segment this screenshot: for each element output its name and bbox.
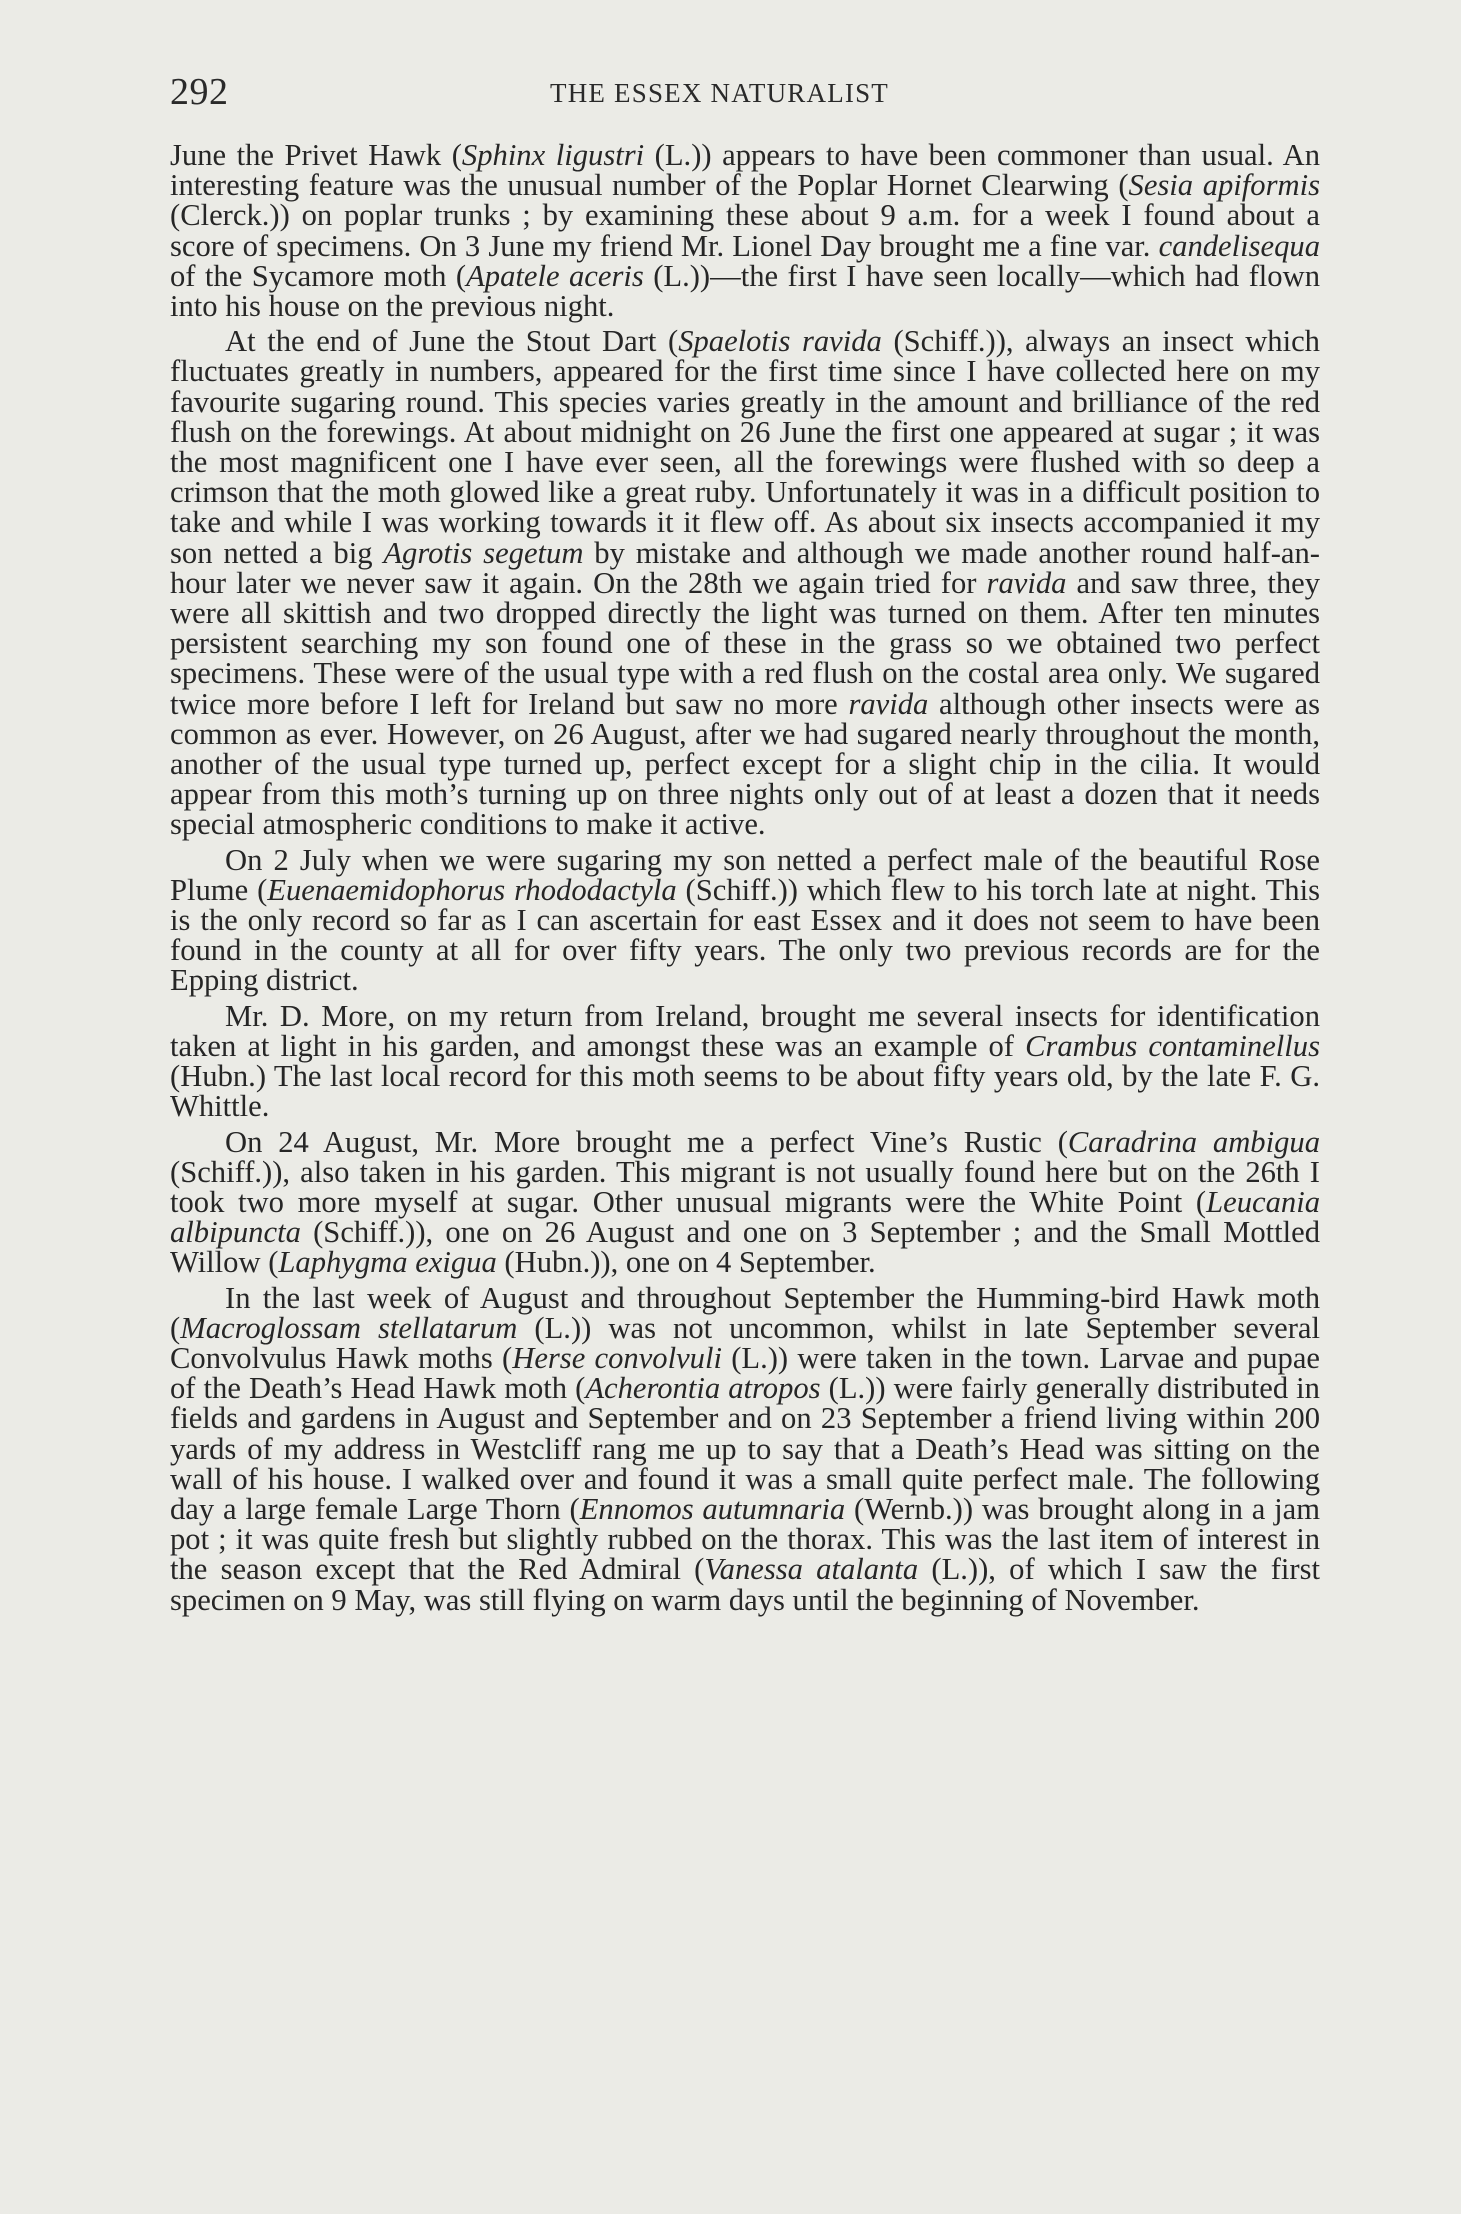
species-name: ravida [848, 686, 929, 721]
text-run: (Wernb.)) was brought along in a jam pot ; it was quite fresh but slightly rubbed on the thorax. This was the last item of interest in the season except that the Red Admiral ( [170, 1491, 1320, 1587]
species-name: Vanessa atalanta [704, 1552, 919, 1587]
running-title: THE ESSEX NATURALIST [550, 78, 889, 108]
paragraph [170, 1124, 1320, 1280]
species-name: Crambus contaminellus [1025, 1028, 1320, 1063]
paragraph [170, 324, 1320, 842]
page-number: 292 [170, 71, 229, 113]
species-name: Caradrina ambigua [1067, 1124, 1320, 1159]
text-run: (L.))—the first I have seen locally—which had flown into his house on the previous night. [170, 258, 1320, 324]
text-run: On 2 July when we were sugaring my son netted a perfect male of the beautiful Rose Plume ( [170, 842, 1320, 907]
species-name: Spaelotis ravida [678, 324, 882, 359]
text-run: although other insects were as common as ever. However, on 26 August, after we had sugared nearly throughout the month, another of the usual type turned up, perfect except for a slight chip in the cilia. It would appear from this moth’s turning up on three nights only out of at least a dozen that it needs special atmospheric conditions to make it active. [170, 686, 1320, 842]
text-run: (Schiff.)), also taken in his garden. This migrant is not usually found here but on the 26th I took two more myself at sugar. Other unusual migrants were the White Point ( [170, 1154, 1320, 1219]
species-name: Leucania albipuncta [170, 1184, 1320, 1250]
text-run: (Hubn.) The last local record for this moth seems to be about fifty years old, by the late F. G. Whittle. [170, 1059, 1320, 1124]
text-run: June the Privet Hawk ( [170, 138, 462, 172]
text-run: (Clerck.)) on poplar trunks ; by examining these about 9 a.m. for a week I found about a score of specimens. On 3 June my friend Mr. Lionel Day brought me a fine var. [170, 198, 1320, 263]
text-run: On 24 August, Mr. More brought me a perfect Vine’s Rustic ( [225, 1124, 1068, 1159]
species-name: Agrotis segetum [383, 535, 584, 570]
text-run: At the end of June the Stout Dart ( [225, 324, 679, 359]
paragraph [170, 138, 1320, 324]
text-run: of the Sycamore moth ( [170, 258, 467, 293]
species-name: ravida [986, 565, 1067, 600]
species-name: Ennomos autumnaria [579, 1491, 846, 1526]
article-body [170, 140, 1320, 1620]
paragraph [170, 998, 1320, 1124]
species-name: Macroglossam stellatarum [180, 1310, 518, 1345]
species-name: Acherontia atropos [585, 1371, 821, 1406]
species-name: Euenaemidophorus rhododactyla [267, 872, 677, 907]
text-run: (L.)) appears to have been commoner than usual. An interesting feature was the unusual number of the Poplar Hornet Clearwing ( [170, 138, 1320, 203]
species-name: Sphinx ligustri [461, 138, 645, 172]
species-name: Apatele aceris [466, 258, 644, 293]
text-run: by mistake and although we made another round half-an-hour later we never saw it again. On the 28th we again tried for [170, 535, 1320, 600]
species-name: candelisequa [1158, 228, 1320, 263]
text-run: (Schiff.)), always an insect which fluctuates greatly in numbers, appeared for the first time since I have collected here on my favourite sugaring round. This species varies greatly in the amount and brilliance of the red flush on the forewings. At about midnight on 26 June the first one appeared at sugar ; it was the most magnificent one I have ever seen, all the forewings were flushed with so deep a crimson that the moth glowed like a great ruby. Unfortunately it was in a difficult position to take and while I was working towards it it flew off. As about six insects accompanied it my son netted a big [170, 324, 1320, 570]
text-run: (L.)) were taken in the town. Larvae and pupae of the Death’s Head Hawk moth ( [170, 1340, 1320, 1406]
text-run: (Hubn.)), one on 4 September. [496, 1245, 876, 1280]
text-run: Mr. D. More, on my return from Ireland, brought me several insects for identification taken at light in his garden, and amongst these was an example of [170, 998, 1320, 1063]
text-run: (L.)), of which I saw the first specimen on 9 May, was still flying on warm days until the beginning of November. [170, 1552, 1321, 1617]
paragraph [170, 842, 1321, 998]
text-run: (Schiff.)), one on 26 August and one on 3 September ; and the Small Mottled Willow ( [170, 1215, 1320, 1280]
species-name: Herse convolvuli [512, 1340, 722, 1375]
paragraph [170, 1280, 1321, 1617]
text-run: (Schiff.)) which flew to his torch late at night. This is the only record so far as I can ascertain for east Essex and it does not seem to have been found in the county at all for over fifty years. The only two previous records are for the Epping district. [170, 872, 1321, 998]
text-run: In the last week of August and throughout September the Humming-bird Hawk moth ( [170, 1280, 1320, 1345]
species-name: Sesia apiformis [1128, 168, 1320, 203]
page-header [170, 70, 1320, 120]
text-run: (L.)) was not uncommon, whilst in late September several Convolvulus Hawk moths ( [170, 1310, 1320, 1375]
text-run: (L.)) were fairly generally distributed in fields and gardens in August and September and on 23 September a friend living within 200 yards of my address in Westcliff rang me up to say that a Death’s Head was sitting on the wall of his house. I walked over and found it was a small quite perfect male. The following day a large female Large Thorn ( [170, 1371, 1320, 1526]
species-name: Laphygma exigua [278, 1245, 497, 1280]
text-run: and saw three, they were all skittish and two dropped directly the light was turned on them. After ten minutes persistent searching my son found one of these in the grass so we obtained two perfect specimens. These were of the usual type with a red flush on the costal area only. We sugared twice more before I left for Ireland but saw no more [170, 565, 1320, 721]
